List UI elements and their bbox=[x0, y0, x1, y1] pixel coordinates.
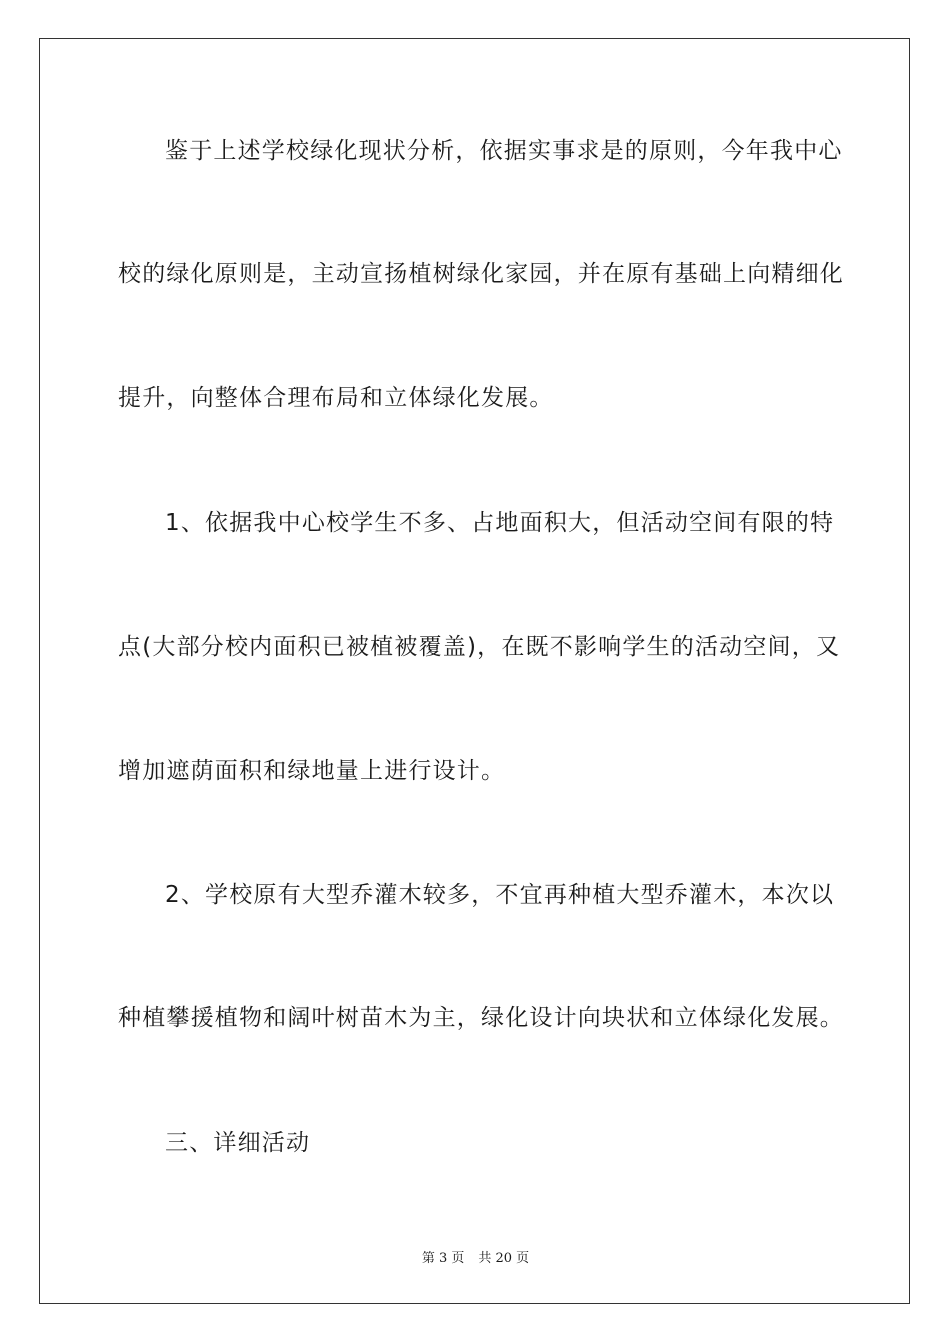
paragraph-line: 鉴于上述学校绿化现状分析，依据实事求是的原则，今年我中心 bbox=[165, 138, 843, 164]
paragraph-line: 1、依据我中心校学生不多、占地面积大，但活动空间有限的特 bbox=[165, 510, 835, 536]
page-footer bbox=[40, 1251, 911, 1267]
paragraph-line: 2、学校原有大型乔灌木较多，不宜再种植大型乔灌木，本次以 bbox=[165, 882, 835, 908]
paragraph-line: 点(大部分校内面积已被植被覆盖)，在既不影响学生的活动空间，又 bbox=[118, 634, 841, 660]
page-number: 第 3 页 bbox=[421, 1251, 465, 1266]
paragraph-line: 增加遮荫面积和绿地量上进行设计。 bbox=[118, 758, 506, 784]
paragraph-line: 校的绿化原则是，主动宣扬植树绿化家园，并在原有基础上向精细化 bbox=[118, 261, 844, 287]
page-total: 共 20 页 bbox=[478, 1251, 530, 1266]
paragraph-line: 种植攀援植物和阔叶树苗木为主，绿化设计向块状和立体绿化发展。 bbox=[118, 1005, 844, 1031]
section-heading: 三、详细活动 bbox=[165, 1130, 311, 1156]
page-frame bbox=[39, 38, 910, 1304]
paragraph-line: 提升，向整体合理布局和立体绿化发展。 bbox=[118, 385, 554, 411]
